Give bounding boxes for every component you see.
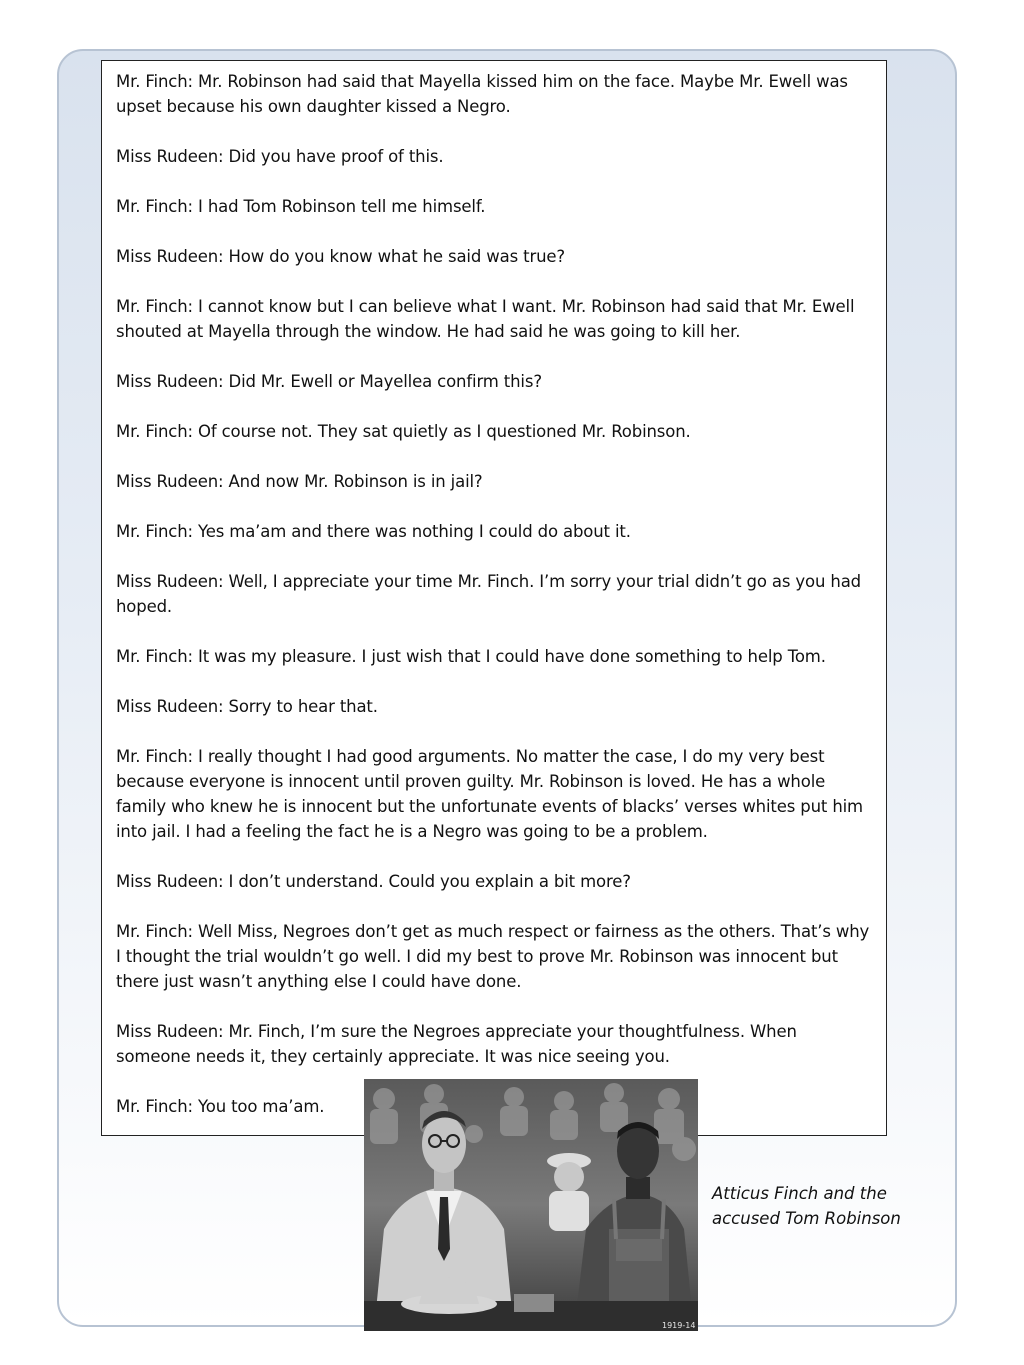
courtroom-photo [364, 1079, 698, 1331]
dialogue-line: Miss Rudeen: Sorry to hear that. [116, 697, 378, 716]
dialogue-line: Miss Rudeen: Well, I appreciate your time Mr. Finch. I’m sorry your trial didn’t go as you had hoped. [116, 572, 861, 616]
dialogue-line: Mr. Finch: Well Miss, Negroes don’t get as much respect or fairness as the others. That’s why I thought the trial wouldn’t go well. I did my best to prove Mr. Robinson was innocent but there just wasn’t anything else I could have done. [116, 922, 870, 991]
photo-caption-line: accused Tom Robinson [712, 1209, 901, 1228]
dialogue-line: Miss Rudeen: I don’t understand. Could you explain a bit more? [116, 872, 631, 891]
dialogue-line: Mr. Finch: Mr. Robinson had said that Mayella kissed him on the face. Maybe Mr. Ewell was upset because his own daughter kissed a Negro. [116, 72, 848, 116]
dialogue-line: Mr. Finch: You too ma’am. [116, 1097, 325, 1116]
dialogue-line: Mr. Finch: I had Tom Robinson tell me himself. [116, 197, 486, 216]
photo-caption-line: Atticus Finch and the [712, 1184, 887, 1203]
dialogue-line: Mr. Finch: Yes ma’am and there was nothing I could do about it. [116, 522, 631, 541]
courtroom-photo-illustration [364, 1079, 698, 1331]
photo-caption [712, 1181, 932, 1231]
dialogue-line: Miss Rudeen: Mr. Finch, I’m sure the Negroes appreciate your thoughtfulness. When someone needs it, they certainly appreciate. It was nice seeing you. [116, 1022, 797, 1066]
dialogue-line: Miss Rudeen: Did you have proof of this. [116, 147, 444, 166]
dialogue-line: Mr. Finch: It was my pleasure. I just wish that I could have done something to help Tom. [116, 647, 826, 666]
dialogue-line: Miss Rudeen: How do you know what he said was true? [116, 247, 566, 266]
photo-stamp: 1919-14 [662, 1321, 696, 1330]
dialogue-line: Miss Rudeen: And now Mr. Robinson is in jail? [116, 472, 483, 491]
dialogue-line: Mr. Finch: I cannot know but I can believe what I want. Mr. Robinson had said that Mr. Ewell shouted at Mayella through the window. He had said he was going to kill her. [116, 297, 855, 341]
dialogue-line: Mr. Finch: Of course not. They sat quietly as I questioned Mr. Robinson. [116, 422, 691, 441]
dialogue-line: Mr. Finch: I really thought I had good arguments. No matter the case, I do my very best because everyone is innocent until proven guilty. Mr. Robinson is loved. He has a whole family who knew he is innocent but the unfortunate events of blacks’ verses whites put him into jail. I had a feeling the fact he is a Negro was going to be a problem. [116, 747, 863, 841]
dialogue-line: Miss Rudeen: Did Mr. Ewell or Mayellea confirm this? [116, 372, 542, 391]
dialogue-box [101, 60, 887, 1136]
